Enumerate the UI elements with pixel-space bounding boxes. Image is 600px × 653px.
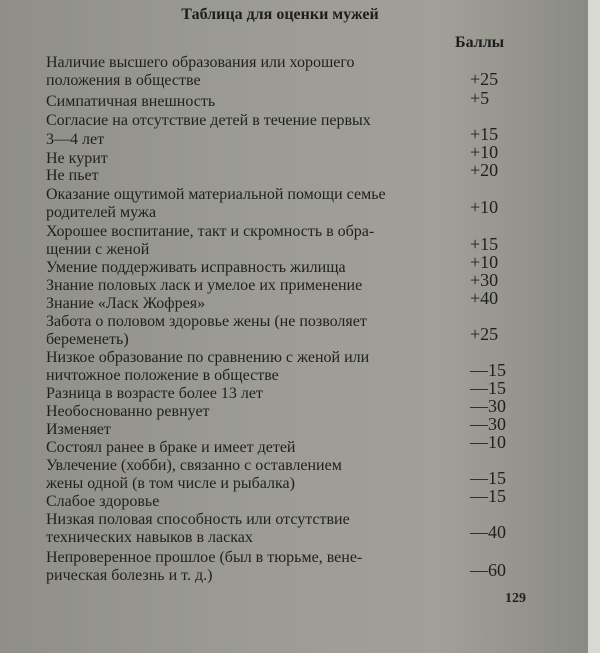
row-label-line: жены одной (в том числе и рыбалка) xyxy=(46,475,295,492)
row-label-line: Забота о половом здоровье жены (не позволяет xyxy=(46,313,367,330)
row-score: —15 xyxy=(470,360,506,380)
row-score: —30 xyxy=(470,396,506,416)
row-score: +30 xyxy=(470,270,499,290)
row-label-line: Слабое здоровье xyxy=(46,493,160,510)
row-label-line: Наличие высшего образования или хорошего xyxy=(46,54,355,71)
row-label-line: Необоснованно ревнует xyxy=(46,403,210,420)
page-edge xyxy=(588,0,600,653)
row-score: +15 xyxy=(470,124,499,144)
row-score: +40 xyxy=(470,288,499,308)
row-label-line: Согласие на отсутствие детей в течение первых xyxy=(46,112,371,129)
row-score: +25 xyxy=(470,324,499,344)
row-label-line: рическая болезнь и т. д.) xyxy=(46,567,213,584)
row-score: +5 xyxy=(470,88,490,108)
row-score: —15 xyxy=(470,486,506,506)
row-score: +10 xyxy=(470,252,499,272)
row-label-line: Изменяет xyxy=(46,421,111,438)
row-label-line: Оказание ощутимой материальной помощи семье xyxy=(46,186,386,203)
row-label-line: Низкая половая способность или отсутствие xyxy=(46,511,350,528)
row-score: —15 xyxy=(470,378,506,398)
row-score: +10 xyxy=(470,197,499,217)
row-score: +20 xyxy=(470,160,499,180)
row-label-line: Хорошее воспитание, такт и скромность в обра- xyxy=(46,223,375,240)
row-label-line: Не курит xyxy=(46,150,108,167)
row-score: —30 xyxy=(470,414,506,434)
row-label-line: Увлечение (хобби), связанно с оставлением xyxy=(46,457,342,474)
row-score: —10 xyxy=(470,432,506,452)
row-label-line: Разница в возрасте более 13 лет xyxy=(46,385,263,402)
score-column-header: Баллы xyxy=(455,34,505,51)
row-label-line: Низкое образование по сравнению с женой или xyxy=(46,349,370,366)
row-label-line: положения в обществе xyxy=(46,72,201,89)
page-number: 129 xyxy=(505,591,526,606)
row-label-line: Умение поддерживать исправность жилища xyxy=(46,259,346,276)
row-score: —40 xyxy=(470,522,506,542)
row-score: —60 xyxy=(470,560,506,580)
row-label-line: Знание половых ласк и умелое их применение xyxy=(46,277,363,294)
row-label-line: беременеть) xyxy=(46,331,129,348)
row-label-line: родителей мужа xyxy=(46,204,157,221)
row-label-line: Симпатичная внешность xyxy=(46,93,216,110)
row-label-line: Знание «Ласк Жофрея» xyxy=(46,295,206,312)
row-label-line: Непроверенное прошлое (был в тюрьме, вене- xyxy=(46,549,363,566)
row-score: +25 xyxy=(470,69,499,89)
row-label-line: Не пьет xyxy=(46,167,99,184)
page-title: Таблица для оценки мужей xyxy=(181,6,379,23)
row-score: +10 xyxy=(470,142,499,162)
row-label-line: щении с женой xyxy=(46,241,150,258)
row-label-line: 3—4 лет xyxy=(46,131,105,148)
row-label-line: ничтожное положение в обществе xyxy=(46,367,279,384)
row-score: +15 xyxy=(470,234,499,254)
row-score: —15 xyxy=(470,468,506,488)
row-label-line: технических навыков в ласках xyxy=(46,529,253,546)
row-label-line: Состоял ранее в браке и имеет детей xyxy=(46,439,296,456)
